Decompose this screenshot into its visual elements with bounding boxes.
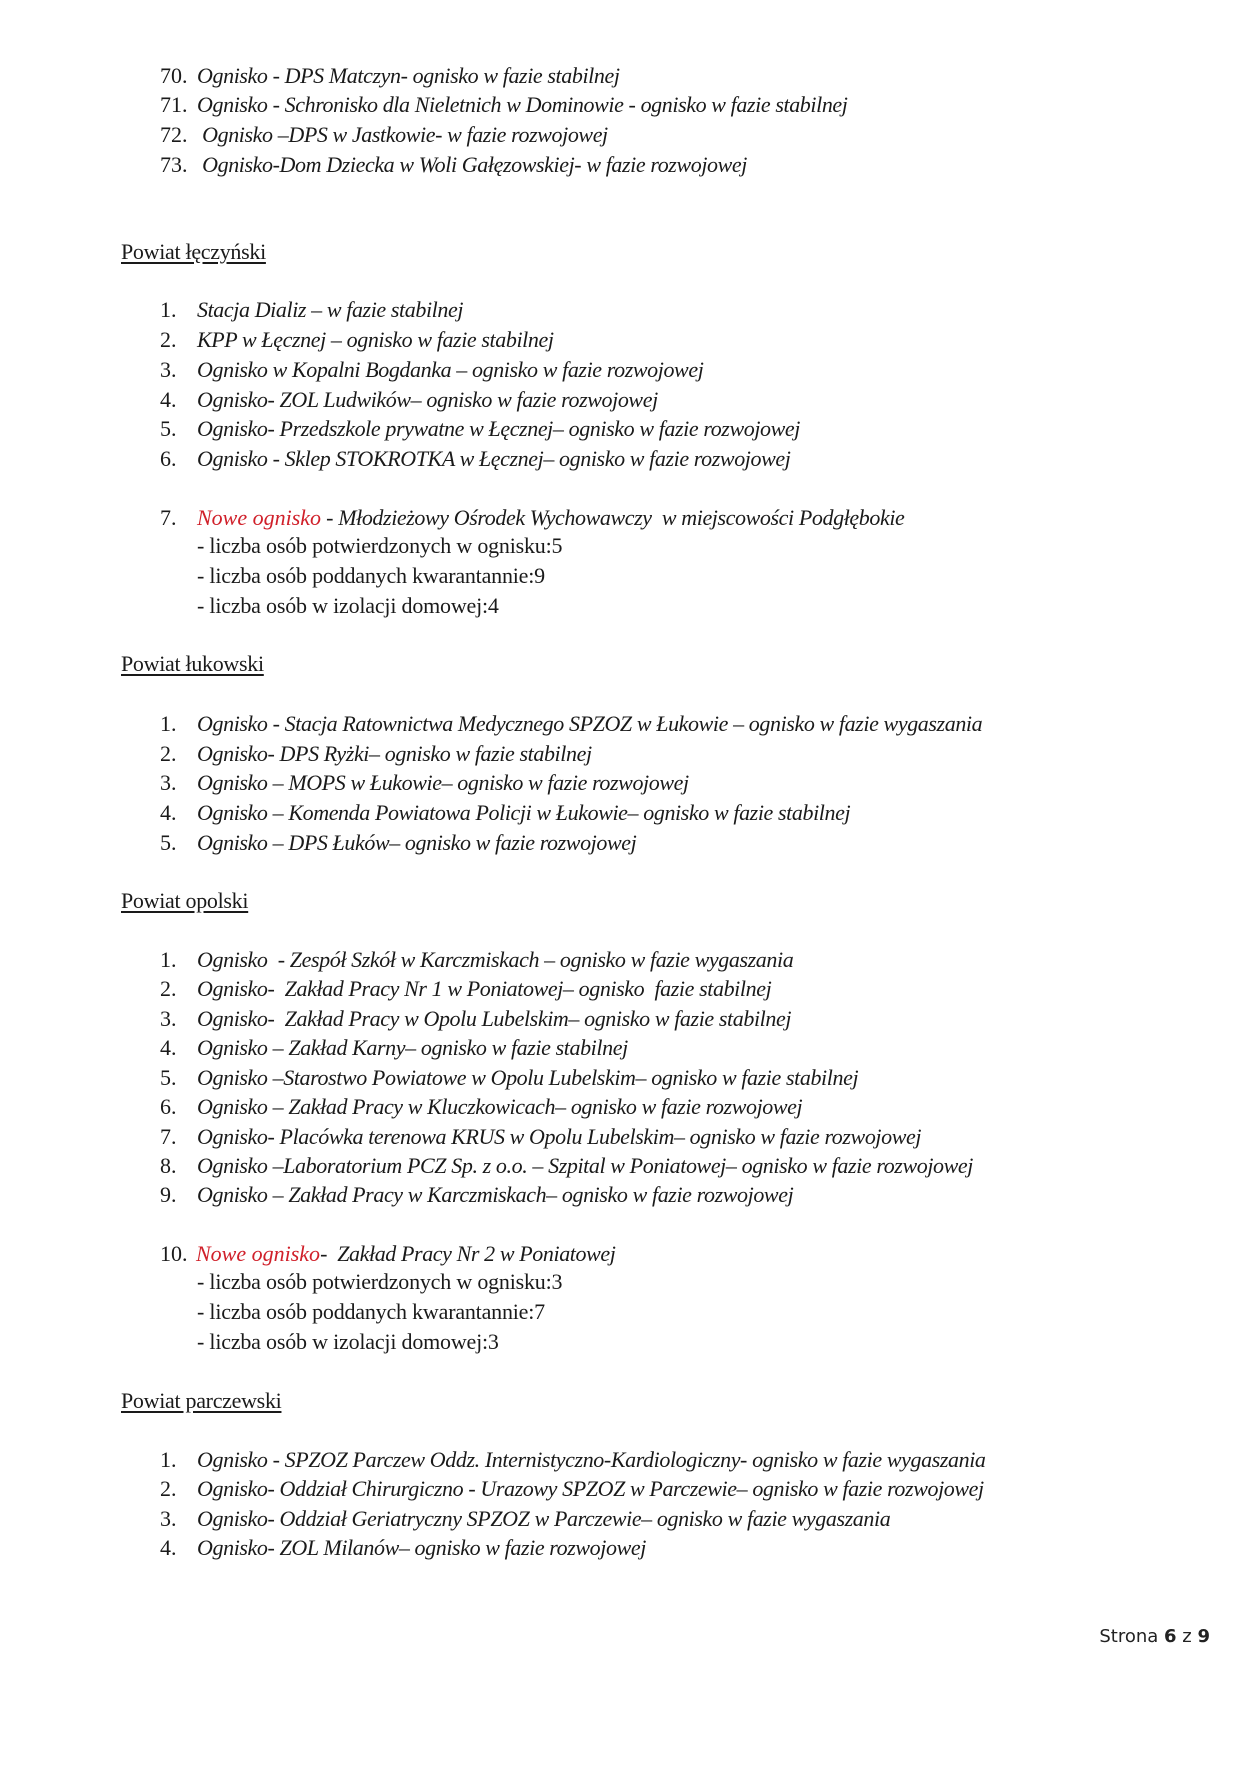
item-number: 7.	[160, 505, 177, 530]
list-item	[160, 1034, 628, 1062]
list-item	[160, 1446, 986, 1474]
new-outbreak-label: Nowe ognisko	[196, 1241, 321, 1266]
detail-quarantine: - liczba osób poddanych kwarantannie:7	[197, 1299, 545, 1324]
item-text: Ognisko w Kopalni Bogdanka – ognisko w fazie rozwojowej	[197, 357, 704, 382]
item-number: 6.	[160, 446, 177, 471]
list-item	[160, 799, 850, 827]
item-text: Ognisko - SPZOZ Parczew Oddz. Internistyczno-Kardiologiczny- ognisko w fazie wygaszania	[197, 1447, 986, 1472]
new-outbreak-item	[160, 1240, 615, 1268]
item-text: Ognisko – Zakład Karny– ognisko w fazie stabilnej	[197, 1035, 628, 1060]
list-item	[160, 151, 747, 179]
item-number: 73.	[160, 152, 188, 177]
list-item	[160, 445, 790, 473]
item-text: Ognisko –DPS w Jastkowie- w fazie rozwojowej	[197, 122, 608, 147]
list-item	[160, 1064, 858, 1092]
item-number: 4.	[160, 800, 177, 825]
item-number: 5.	[160, 830, 177, 855]
item-number: 4.	[160, 1035, 177, 1060]
detail-confirmed: - liczba osób potwierdzonych w ognisku:3	[197, 1269, 563, 1294]
detail-confirmed: - liczba osób potwierdzonych w ognisku:5	[197, 533, 563, 558]
item-text: - Młodzieżowy Ośrodek Wychowawczy w miejscowości Podgłębokie	[321, 505, 905, 530]
item-number: 3.	[160, 357, 177, 382]
item-text: Ognisko- Oddział Geriatryczny SPZOZ w Parczewie– ognisko w fazie wygaszania	[197, 1506, 891, 1531]
item-number: 1.	[160, 1447, 177, 1472]
new-outbreak-item	[160, 504, 904, 532]
item-number: 4.	[160, 1535, 177, 1560]
item-text: Ognisko – MOPS w Łukowie– ognisko w fazie rozwojowej	[197, 770, 689, 795]
list-item	[160, 1505, 890, 1533]
section-heading-opolski: Powiat opolski	[121, 888, 249, 913]
list-item	[160, 356, 703, 384]
item-text: Ognisko-Dom Dziecka w Woli Gałęzowskiej- w fazie rozwojowej	[197, 152, 747, 177]
item-number: 2.	[160, 741, 177, 766]
item-number: 6.	[160, 1094, 177, 1119]
item-number: 10.	[160, 1241, 188, 1266]
item-number: 8.	[160, 1153, 177, 1178]
item-text: - Zakład Pracy Nr 2 w Poniatowej	[320, 1241, 616, 1266]
item-number: 3.	[160, 770, 177, 795]
list-item	[160, 1152, 973, 1180]
list-item	[160, 710, 982, 738]
item-text: Ognisko- ZOL Milanów– ognisko w fazie rozwojowej	[197, 1535, 646, 1560]
page-number	[1099, 1626, 1210, 1647]
section-heading-lukowski: Powiat łukowski	[121, 651, 264, 676]
item-text: Ognisko - DPS Matczyn- ognisko w fazie stabilnej	[197, 63, 620, 88]
item-text: Ognisko –Laboratorium PCZ Sp. z o.o. – Szpital w Poniatowej– ognisko w fazie rozwojowej	[197, 1153, 973, 1178]
item-text: Ognisko- Zakład Pracy w Opolu Lubelskim– ognisko w fazie stabilnej	[197, 1006, 792, 1031]
page-prefix: Strona	[1099, 1626, 1165, 1647]
detail-isolation: - liczba osób w izolacji domowej:4	[197, 593, 499, 618]
item-text: Ognisko- Zakład Pracy Nr 1 w Poniatowej– ognisko fazie stabilnej	[197, 976, 772, 1001]
item-number: 5.	[160, 1065, 177, 1090]
item-number: 3.	[160, 1006, 177, 1031]
item-number: 1.	[160, 947, 177, 972]
list-item	[160, 740, 592, 768]
item-text: Ognisko - Schronisko dla Nieletnich w Dominowie - ognisko w fazie stabilnej	[197, 92, 848, 117]
item-text: Ognisko – Zakład Pracy w Kluczkowicach– ognisko w fazie rozwojowej	[197, 1094, 803, 1119]
item-text: Stacja Dializ – w fazie stabilnej	[197, 297, 464, 322]
item-number: 9.	[160, 1182, 177, 1207]
item-text: Ognisko - Sklep STOKROTKA w Łęcznej– ognisko w fazie rozwojowej	[197, 446, 791, 471]
item-text: Ognisko - Zespół Szkół w Karczmiskach – ognisko w fazie wygaszania	[197, 947, 794, 972]
item-text: Ognisko – Komenda Powiatowa Policji w Łukowie– ognisko w fazie stabilnej	[197, 800, 851, 825]
list-item	[160, 415, 800, 443]
item-text: Ognisko- Przedszkole prywatne w Łęcznej– ognisko w fazie rozwojowej	[197, 416, 801, 441]
list-item	[160, 829, 636, 857]
section-heading-leczynski: Powiat łęczyński	[121, 239, 266, 264]
current-page: 6	[1164, 1626, 1177, 1647]
page-separator: z	[1176, 1626, 1198, 1647]
list-item	[160, 296, 463, 324]
item-number: 3.	[160, 1506, 177, 1531]
item-number: 71.	[160, 92, 188, 117]
item-number: 4.	[160, 387, 177, 412]
item-text: Ognisko- Placówka terenowa KRUS w Opolu Lubelskim– ognisko w fazie rozwojowej	[197, 1124, 922, 1149]
list-item	[160, 386, 658, 414]
new-outbreak-label: Nowe ognisko	[197, 505, 322, 530]
section-heading-parczewski: Powiat parczewski	[121, 1388, 282, 1413]
item-number: 1.	[160, 711, 177, 736]
item-number: 1.	[160, 297, 177, 322]
list-item	[160, 62, 620, 90]
item-text: Ognisko –Starostwo Powiatowe w Opolu Lubelskim– ognisko w fazie stabilnej	[197, 1065, 859, 1090]
item-number: 72.	[160, 122, 188, 147]
list-item	[160, 1181, 793, 1209]
item-text: Ognisko- Oddział Chirurgiczno - Urazowy SPZOZ w Parczewie– ognisko w fazie rozwojowej	[197, 1476, 984, 1501]
list-item	[160, 121, 608, 149]
list-item	[160, 1534, 646, 1562]
detail-isolation: - liczba osób w izolacji domowej:3	[197, 1329, 499, 1354]
item-text: Ognisko- DPS Ryżki– ognisko w fazie stabilnej	[197, 741, 592, 766]
item-text: Ognisko- ZOL Ludwików– ognisko w fazie rozwojowej	[197, 387, 658, 412]
item-number: 5.	[160, 416, 177, 441]
list-item	[160, 769, 689, 797]
detail-quarantine: - liczba osób poddanych kwarantannie:9	[197, 563, 545, 588]
item-number: 2.	[160, 976, 177, 1001]
list-item	[160, 946, 793, 974]
list-item	[160, 1093, 802, 1121]
list-item	[160, 326, 554, 354]
item-text: Ognisko – Zakład Pracy w Karczmiskach– ognisko w fazie rozwojowej	[197, 1182, 794, 1207]
item-text: Ognisko - Stacja Ratownictwa Medycznego SPZOZ w Łukowie – ognisko w fazie wygaszania	[197, 711, 983, 736]
list-item	[160, 1005, 791, 1033]
item-number: 2.	[160, 1476, 177, 1501]
list-item	[160, 975, 771, 1003]
list-item	[160, 1123, 921, 1151]
item-text: KPP w Łęcznej – ognisko w fazie stabilnej	[197, 327, 554, 352]
total-pages: 9	[1197, 1626, 1210, 1647]
item-number: 2.	[160, 327, 177, 352]
list-item	[160, 1475, 984, 1503]
item-number: 7.	[160, 1124, 177, 1149]
item-number: 70.	[160, 63, 188, 88]
item-text: Ognisko – DPS Łuków– ognisko w fazie rozwojowej	[197, 830, 637, 855]
list-item	[160, 91, 848, 119]
